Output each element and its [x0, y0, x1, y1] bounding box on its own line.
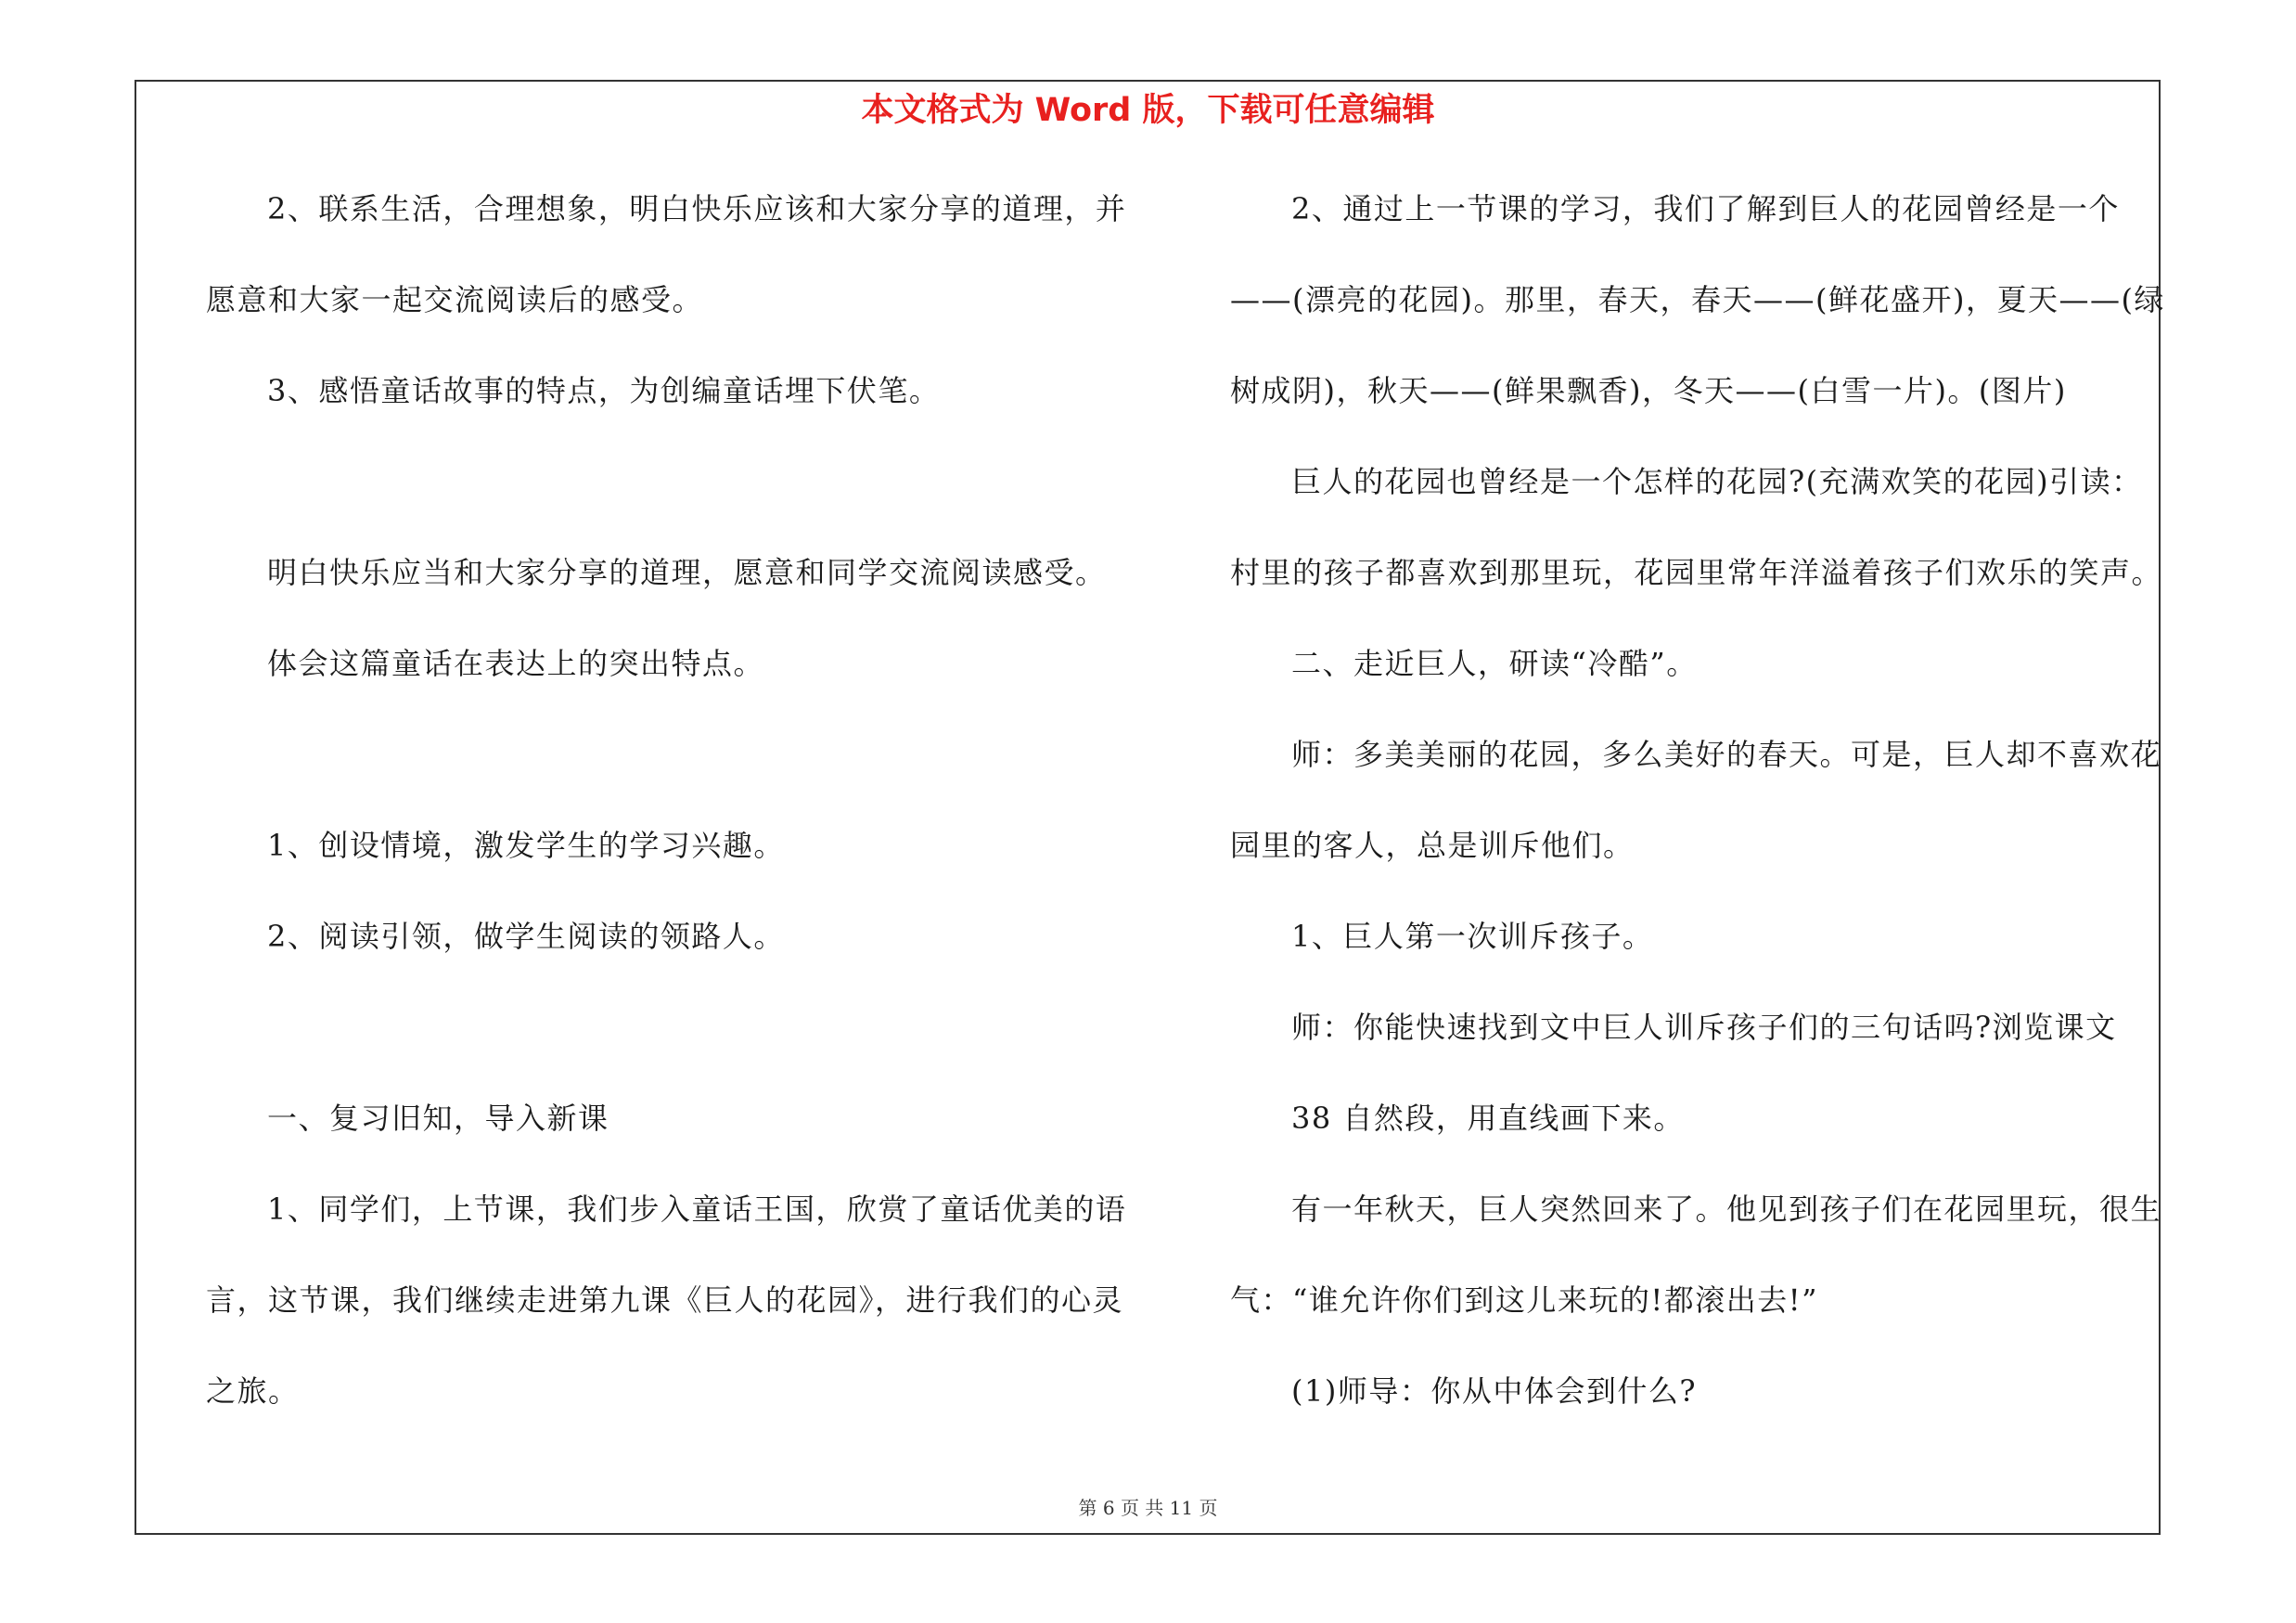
paragraph-line: 一、复习旧知，导入新课 [267, 1101, 609, 1136]
paragraph-line: 村里的孩子都喜欢到那里玩，花园里常年洋溢着孩子们欢乐的笑声。 [1230, 555, 2163, 590]
paragraph-line [206, 458, 1134, 549]
paragraph-line [206, 1004, 1134, 1095]
format-banner: 本文格式为 Word 版，下载可任意编辑 [861, 92, 1435, 129]
paragraph-line: 言，这节课，我们继续走进第九课《巨人的花园》，进行我们的心灵 [206, 1282, 1124, 1318]
paragraph-line: 愿意和大家一起交流阅读后的感受。 [206, 282, 704, 317]
paragraph-line: 有一年秋天，巨人突然回来了。他见到孩子们在花园里玩，很生 [1291, 1191, 2162, 1227]
paragraph-line: 师：多美美丽的花园，多么美好的春天。可是，巨人却不喜欢花 [1291, 737, 2162, 772]
paragraph-line [206, 731, 1134, 822]
paragraph-line: 明白快乐应当和大家分享的道理，愿意和同学交流阅读感受。 [267, 555, 1107, 590]
paragraph-line: 巨人的花园也曾经是一个怎样的花园?(充满欢笑的花园)引读： [1291, 464, 2143, 499]
paragraph-line: 体会这篇童话在表达上的突出特点。 [267, 646, 765, 681]
paragraph-line: 2、阅读引领，做学生阅读的领路人。 [267, 919, 785, 954]
right-column [1230, 186, 2176, 1459]
paragraph-line: 3、感悟童话故事的特点，为创编童话埋下伏笔。 [267, 373, 941, 408]
page-footer: 第 6 页 共 11 页 [1078, 1497, 1218, 1519]
paragraph-line: 2、联系生活，合理想象，明白快乐应该和大家分享的道理，并 [267, 191, 1127, 226]
paragraph-line: (1)师导：你从中体会到什么? [1291, 1373, 1697, 1409]
paragraph-line: 园里的客人，总是训斥他们。 [1230, 828, 1635, 863]
paragraph-line: 之旅。 [206, 1373, 300, 1409]
left-column [206, 186, 1134, 1459]
paragraph-line: 1、同学们，上节课，我们步入童话王国，欣赏了童话优美的语 [267, 1191, 1127, 1227]
paragraph-line: 2、通过上一节课的学习，我们了解到巨人的花园曾经是一个 [1291, 191, 2120, 226]
paragraph-line: 1、巨人第一次训斥孩子。 [1291, 919, 1654, 954]
paragraph-line: 师：你能快速找到文中巨人训斥孩子们的三句话吗?浏览课文 [1291, 1010, 2117, 1045]
paragraph-line: ——(漂亮的花园)。那里，春天，春天——(鲜花盛开)，夏天——(绿 [1230, 282, 2165, 317]
paragraph-line: 气：“谁允许你们到这儿来玩的!都滚出去!” [1230, 1282, 1818, 1318]
paragraph-line: 38 自然段，用直线画下来。 [1291, 1101, 1685, 1136]
paragraph-line: 1、创设情境，激发学生的学习兴趣。 [267, 828, 785, 863]
paragraph-line: 树成阴)，秋天——(鲜果飘香)，冬天——(白雪一片)。(图片) [1230, 373, 2067, 408]
paragraph-line: 二、走近巨人，研读“冷酷”。 [1291, 646, 1698, 681]
